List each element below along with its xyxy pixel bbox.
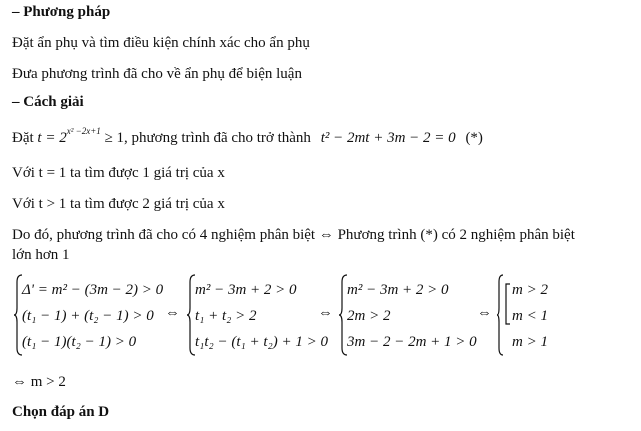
heading-solution: – Cách giải	[12, 94, 84, 110]
case-2: Với t > 1 ta tìm được 2 giá trị của x	[12, 196, 225, 212]
equiv-arrow: ⇔	[165, 305, 180, 321]
result-line: ⇔ m > 2	[12, 374, 66, 390]
brace-bracket-system-4	[496, 274, 512, 356]
system-1	[22, 277, 163, 355]
method-line-2: Đưa phương trình đã cho về ẩn phụ để biện luận	[12, 66, 302, 82]
equiv-arrow: ⇔	[318, 305, 333, 321]
system-3-row: 3m − 2 − 2m + 1 > 0	[347, 334, 477, 350]
equiv-arrow: ⇔	[477, 305, 492, 321]
system-4-row: m < 1	[512, 308, 548, 324]
system-1-row: (t₁ − 1) + (t₂ − 1) > 0	[22, 308, 154, 324]
answer-line: Chọn đáp án D	[12, 404, 110, 420]
system-4	[512, 277, 548, 355]
system-4-row: m > 2	[512, 282, 548, 298]
heading-method: – Phương pháp	[12, 4, 111, 20]
sub-tag: (*)	[465, 130, 483, 146]
conclusion-line-1: Do đó, phương trình đã cho có 4 nghiệm phân biệt ⇔ Phương trình (*) có 2 nghiệm phân biệt	[12, 227, 575, 243]
conclusion-line-2: lớn hơn 1	[12, 247, 70, 263]
system-2-row: m² − 3m + 2 > 0	[195, 282, 297, 298]
system-3	[347, 277, 477, 355]
case-1: Với t = 1 ta tìm được 1 giá trị của x	[12, 165, 225, 181]
system-2-row: t₁t₂ − (t₁ + t₂) + 1 > 0	[195, 334, 329, 350]
system-3-row: 2m > 2	[347, 308, 391, 324]
system-1-row: (t₁ − 1)(t₂ − 1) > 0	[22, 334, 137, 350]
system-3-row: m² − 3m + 2 > 0	[347, 282, 449, 298]
sub-mid: , phương trình đã cho trở thành	[124, 130, 311, 146]
method-line-1: Đặt ẩn phụ và tìm điều kiện chính xác cho ẩn phụ	[12, 35, 310, 51]
sub-equation: t² − 2mt + 3m − 2 = 0	[320, 130, 456, 146]
sub-t: t = 2	[37, 130, 67, 146]
sub-prefix: Đặt	[12, 130, 34, 146]
sub-ge: ≥ 1	[104, 130, 125, 146]
substitution-line	[12, 128, 483, 149]
sub-exponent: x² −2x+1	[66, 126, 101, 136]
system-2	[195, 277, 328, 355]
system-4-row: m > 1	[512, 334, 548, 350]
system-1-row: Δ' = m² − (3m − 2) > 0	[22, 282, 164, 298]
system-2-row: t₁ + t₂ > 2	[195, 308, 257, 324]
